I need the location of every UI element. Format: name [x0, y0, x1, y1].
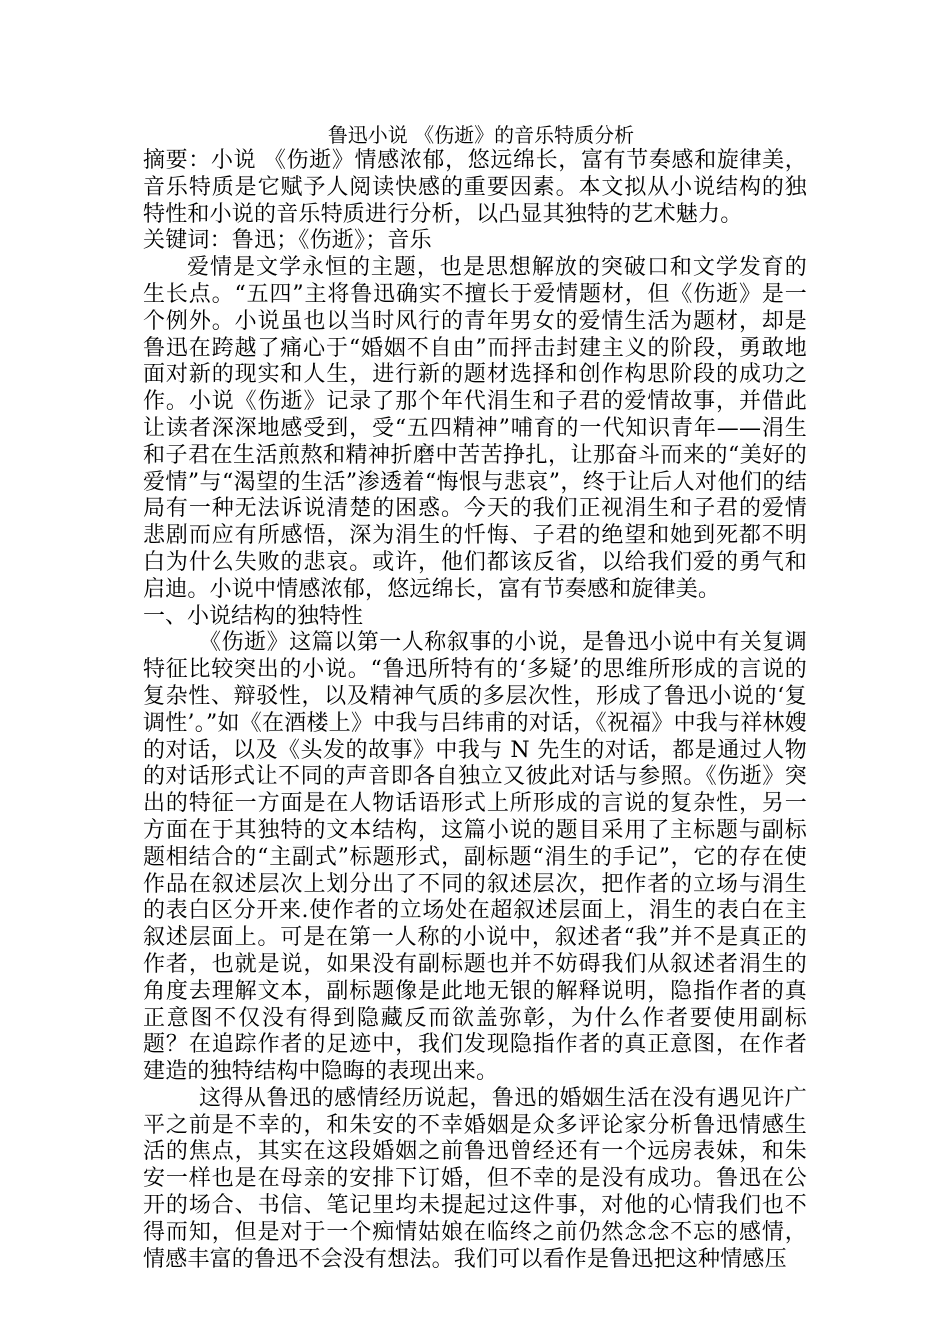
section1-paragraph-2: 这得从鲁迅的感情经历说起，鲁迅的婚姻生活在没有遇见许广平之前是不幸的，和朱安的不幸婚姻是众多评论家分析鲁迅情感生活的焦点，其实在这段婚姻之前鲁迅曾经还有一个远房表妹，和朱安一样也是在母亲的安排下订婚，但不幸的是没有成功。鲁迅在公开的场合、书信、笔记里均未提起过这件事，对他的心情我们也不得而知，但是对于一个痴情姑娘在临终之前仍然念念不忘的感情，情感丰富的鲁迅不会没有想法。我们可以看作是鲁迅把这种情感压: [143, 1085, 807, 1272]
document-title: 鲁迅小说 《伤逝》的音乐特质分析: [327, 123, 635, 147]
intro-paragraph: 爱情是文学永恒的主题，也是思想解放的突破口和文学发育的生长点。“五四”主将鲁迅确实不擅长于爱情题材，但《伤逝》是一个例外。小说虽也以当时风行的青年男女的爱情生活为题材，却是鲁迅在跨越了痛心于“婚姻不自由”而抨击封建主义的阶段，勇敢地面对新的现实和人生，进行新的题材选择和创作构思阶段的成功之作。小说《伤逝》记录了那个年代涓生和子君的爱情故事，并借此让读者深深地感受到，受“五四精神”哺育的一代知识青年——涓生和子君在生活煎熬和精神折磨中苦苦挣扎，让那奋斗而来的“美好的爱情”与“渴望的生活”渗透着“悔恨与悲哀”，终于让后人对他们的结局有一种无法诉说清楚的困惑。今天的我们正视涓生和子君的爱情悲剧而应有所感悟，深为涓生的忏悔、子君的绝望和她到死都不明白为什么失败的悲哀。或许，他们都该反省，以给我们爱的勇气和启迪。小说中情感浓郁，悠远绵长，富有节奏感和旋律美。: [143, 255, 807, 602]
section1-paragraph-1: 《伤逝》这篇以第一人称叙事的小说，是鲁迅小说中有关复调特征比较突出的小说。“鲁迅所特有的‘多疑’的思维所形成的言说的复杂性、辩驳性，以及精神气质的多层次性，形成了鲁迅小说的‘复调性’。”如《在酒楼上》中我与吕纬甫的对话，《祝福》中我与祥林嫂的对话，以及《头发的故事》中我与 N 先生的对话，都是通过人物的对话形式让不同的声音即各自独立又彼此对话与参照。《伤逝》突出的特征一方面是在人物话语形式上所形成的言说的复杂性，另一方面在于其独特的文本结构，这篇小说的题目采用了主标题与副标题相结合的“主副式”标题形式，副标题“涓生的手记”，它的存在使作品在叙述层次上划分出了不同的叙述层次，把作者的立场与涓生的表白区分开来.使作者的立场处在超叙述层面上，涓生的表白在主叙述层面上。可是在第一人称的小说中，叙述者“我”并不是真正的作者，也就是说，如果没有副标题也并不妨碍我们从叙述者涓生的角度去理解文本，副标题像是此地无银的解释说明，隐指作者的真正意图不仅没有得到隐藏反而欲盖弥彰，为什么作者要使用副标题？在追踪作者的足迹中，我们发现隐指作者的真正意图，在作者建造的独特结构中隐晦的表现出来。: [143, 630, 807, 1085]
section-heading-1: 一、小说结构的独特性: [143, 603, 364, 629]
document-page: [143, 122, 807, 1273]
abstract-paragraph: 摘要：小说 《伤逝》情感浓郁，悠远绵长，富有节奏感和旋律美，音乐特质是它赋予人阅读快感的重要因素。本文拟从小说结构的独特性和小说的音乐特质进行分析，以凸显其独特的艺术魅力。: [143, 148, 807, 227]
keywords-line: 关键词：鲁迅；《伤逝》；音乐: [143, 228, 432, 254]
